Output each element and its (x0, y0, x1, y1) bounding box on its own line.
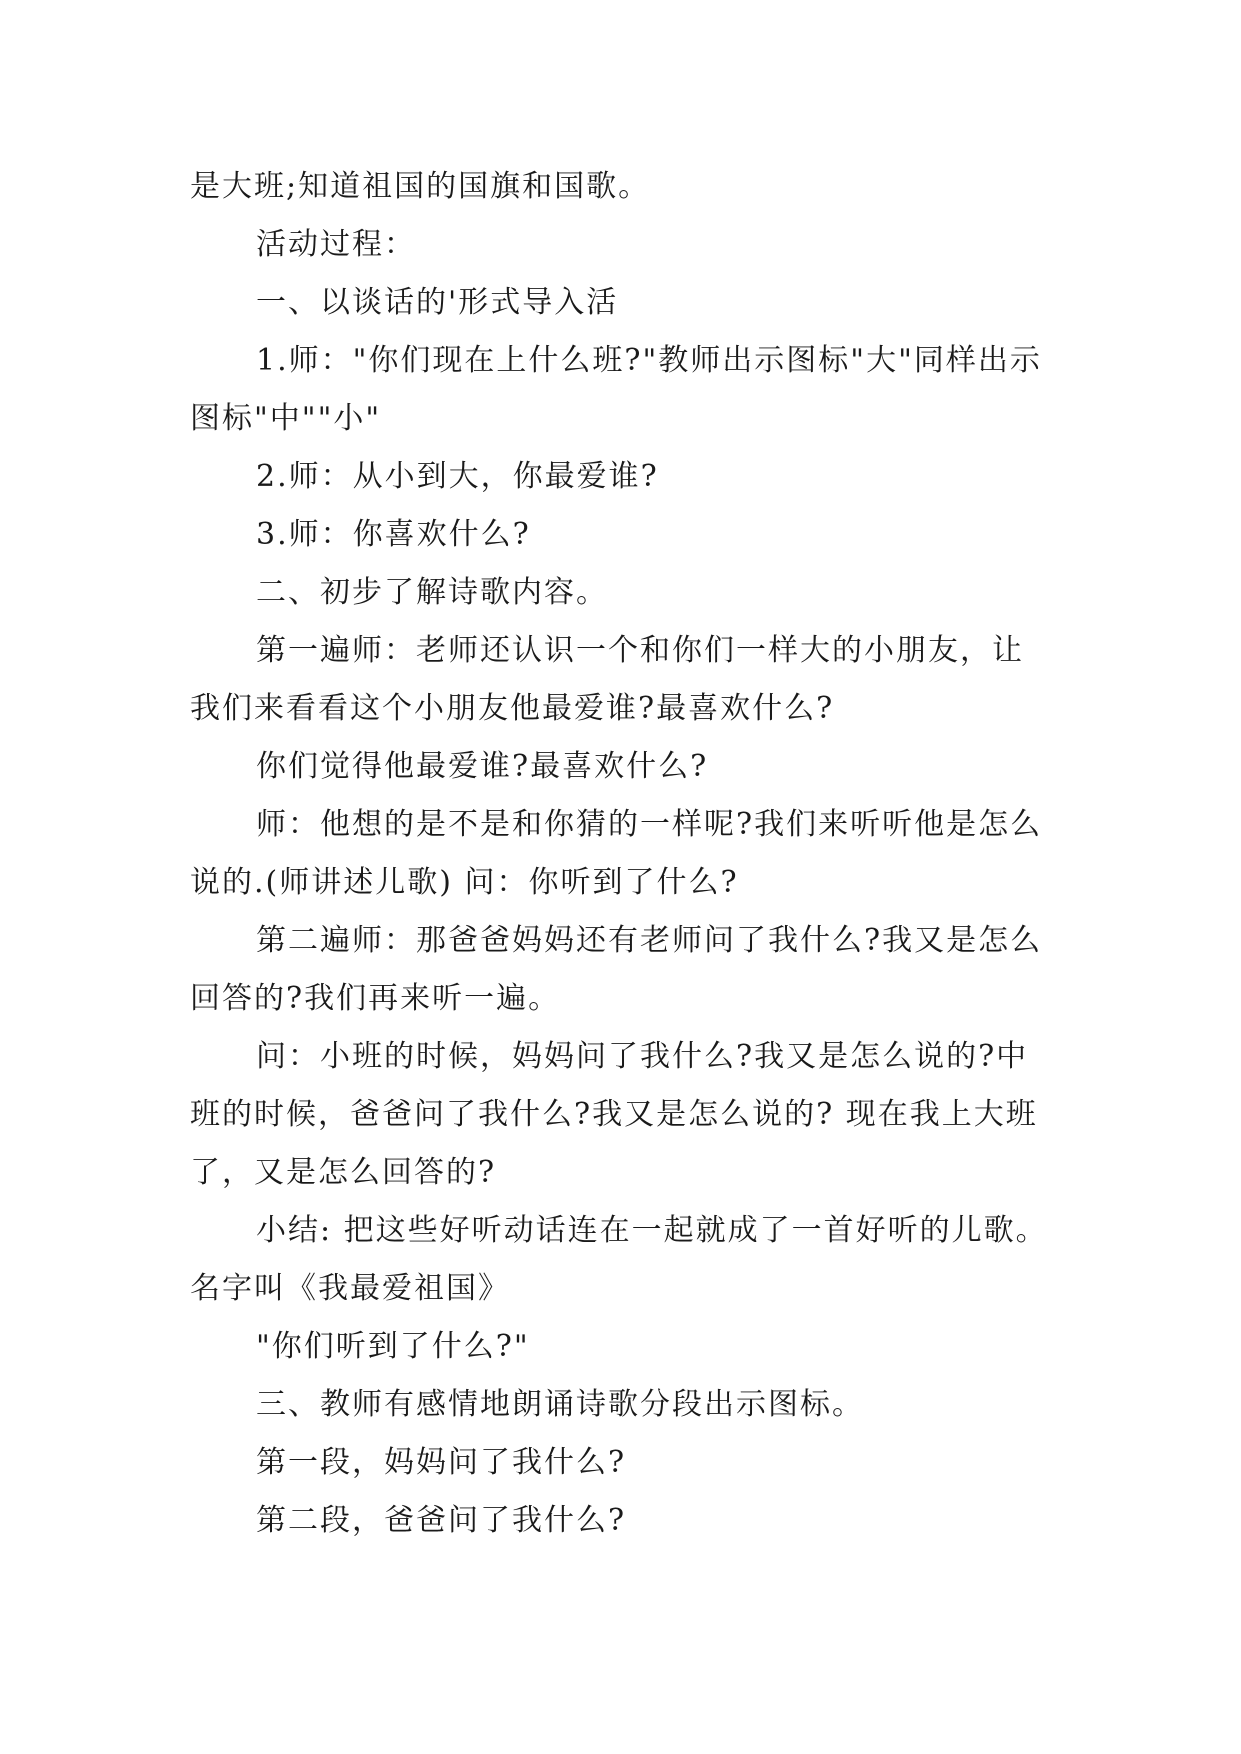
paragraph-second-reading: 第二遍师：那爸爸妈妈还有老师问了我什么?我又是怎么回答的?我们再来听一遍。 (190, 923, 1043, 1016)
paragraph-part-1: 第一段，妈妈问了我什么? (256, 1445, 627, 1480)
paragraph-item-1: 1.师："你们现在上什么班?"教师出示图标"大"同样出示图标"中""小" (190, 343, 1042, 436)
paragraph-item-2: 2.师：从小到大，你最爱谁? (256, 459, 659, 494)
paragraph-quote-question: "你们听到了什么?" (256, 1329, 530, 1364)
document-body (190, 158, 1050, 1550)
paragraph-teacher-narration: 师：他想的是不是和你猜的一样呢?我们来听听他是怎么说的.(师讲述儿歌) 问：你听到了什么? (190, 807, 1043, 900)
paragraph-activity-process-heading: 活动过程： (256, 227, 416, 262)
paragraph-section-1-heading: 一、以谈话的'形式导入活 (256, 285, 619, 320)
paragraph-questions-by-class: 问：小班的时候，妈妈问了我什么?我又是怎么说的?中班的时候，爸爸问了我什么?我又是怎么说的? 现在我上大班了，又是怎么回答的? (190, 1039, 1038, 1190)
paragraph-continuation: 是大班;知道祖国的国旗和国歌。 (190, 169, 651, 204)
paragraph-section-2-heading: 二、初步了解诗歌内容。 (256, 575, 608, 610)
paragraph-section-3-heading: 三、教师有感情地朗诵诗歌分段出示图标。 (256, 1387, 864, 1422)
paragraph-part-2: 第二段，爸爸问了我什么? (256, 1503, 627, 1538)
paragraph-summary: 小结: 把这些好听动话连在一起就成了一首好听的儿歌。名字叫《我最爱祖国》 (190, 1213, 1048, 1306)
paragraph-item-3: 3.师：你喜欢什么? (256, 517, 531, 552)
paragraph-question: 你们觉得他最爱谁?最喜欢什么? (256, 749, 709, 784)
paragraph-first-reading: 第一遍师：老师还认识一个和你们一样大的小朋友，让我们来看看这个小朋友他最爱谁?最喜欢什么? (190, 633, 1024, 726)
